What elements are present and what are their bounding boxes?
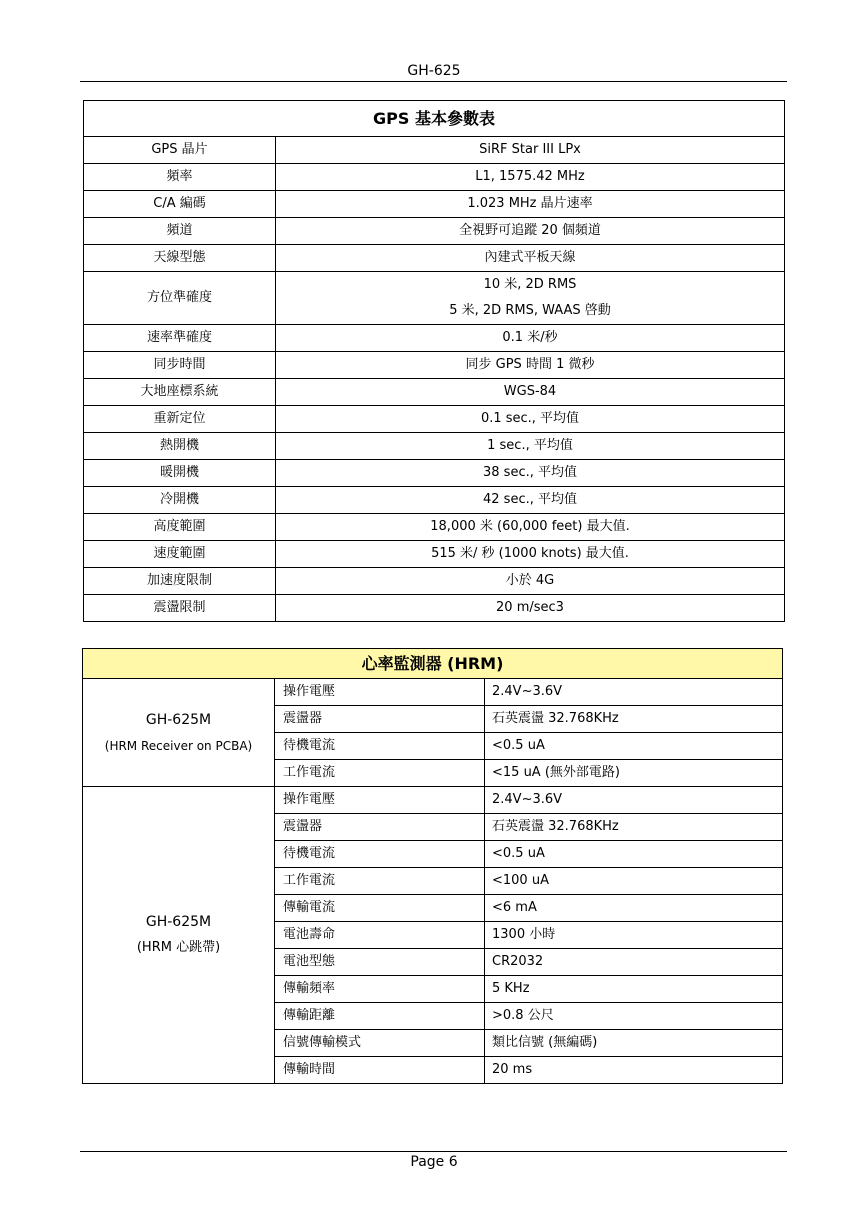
hrm-spec-value: 石英震盪 32.768KHz bbox=[485, 706, 783, 733]
gps-param-value-line: 42 sec., 平均值 bbox=[483, 492, 577, 507]
hrm-spec-value: 石英震盪 32.768KHz bbox=[485, 814, 783, 841]
gps-param-label: 震盪限制 bbox=[84, 595, 276, 622]
gps-param-value bbox=[276, 406, 785, 433]
hrm-device-subtitle: (HRM Receiver on PCBA) bbox=[104, 738, 253, 753]
hrm-spec-label: 待機電流 bbox=[275, 733, 485, 760]
hrm-table bbox=[82, 648, 783, 1084]
gps-param-value-line: L1, 1575.42 MHz bbox=[475, 169, 585, 184]
gps-param-value-line: 20 m/sec3 bbox=[496, 600, 564, 615]
hrm-device-name: GH-625M bbox=[145, 914, 212, 930]
gps-param-label: 速度範圍 bbox=[84, 541, 276, 568]
gps-param-value bbox=[276, 164, 785, 191]
gps-row bbox=[84, 272, 785, 325]
gps-param-value bbox=[276, 137, 785, 164]
hrm-device-cell bbox=[83, 679, 275, 787]
gps-param-label: 方位準確度 bbox=[84, 272, 276, 325]
page-header-title: GH-625 bbox=[407, 63, 461, 79]
hrm-device-subtitle: (HRM 心跳帶) bbox=[136, 940, 221, 955]
hrm-device-cell bbox=[83, 787, 275, 1084]
gps-row bbox=[84, 514, 785, 541]
gps-row bbox=[84, 191, 785, 218]
gps-param-value-line: 0.1 米/秒 bbox=[502, 330, 558, 345]
gps-param-value-line: 515 米/ 秒 (1000 knots) 最大值. bbox=[431, 546, 629, 561]
hrm-spec-label: 震盪器 bbox=[275, 706, 485, 733]
gps-param-label: 頻率 bbox=[84, 164, 276, 191]
gps-param-label: C/A 編碼 bbox=[84, 191, 276, 218]
gps-param-value-line: 1 sec., 平均值 bbox=[487, 438, 573, 453]
gps-param-label: 頻道 bbox=[84, 218, 276, 245]
gps-param-value-line: 1.023 MHz 晶片速率 bbox=[467, 196, 593, 211]
gps-param-value-line: 同步 GPS 時間 1 微秒 bbox=[465, 357, 595, 372]
hrm-spec-label: 操作電壓 bbox=[275, 679, 485, 706]
gps-param-value-line: SiRF Star III LPx bbox=[479, 142, 581, 157]
hrm-spec-value: 2.4V~3.6V bbox=[485, 787, 783, 814]
gps-param-value-line: 5 米, 2D RMS, WAAS 啓動 bbox=[449, 303, 611, 318]
hrm-spec-label: 工作電流 bbox=[275, 868, 485, 895]
hrm-spec-label: 信號傳輸模式 bbox=[275, 1030, 485, 1057]
footer-divider bbox=[80, 1151, 787, 1152]
gps-row bbox=[84, 487, 785, 514]
hrm-spec-value: CR2032 bbox=[485, 949, 783, 976]
gps-row bbox=[84, 568, 785, 595]
hrm-spec-label: 傳輸電流 bbox=[275, 895, 485, 922]
gps-param-label: 冷開機 bbox=[84, 487, 276, 514]
gps-table-title: GPS 基本參數表 bbox=[84, 101, 785, 137]
gps-param-value bbox=[276, 460, 785, 487]
gps-row bbox=[84, 137, 785, 164]
hrm-spec-label: 工作電流 bbox=[275, 760, 485, 787]
hrm-spec-label: 電池壽命 bbox=[275, 922, 485, 949]
gps-param-value bbox=[276, 272, 785, 325]
hrm-spec-value: 1300 小時 bbox=[485, 922, 783, 949]
gps-param-value bbox=[276, 433, 785, 460]
gps-param-label: 加速度限制 bbox=[84, 568, 276, 595]
gps-row bbox=[84, 460, 785, 487]
gps-param-value-line: 全視野可追蹤 20 個頻道 bbox=[459, 223, 601, 238]
gps-param-value bbox=[276, 245, 785, 272]
hrm-spec-value: 5 KHz bbox=[485, 976, 783, 1003]
hrm-spec-label: 傳輸頻率 bbox=[275, 976, 485, 1003]
hrm-spec-label: 電池型態 bbox=[275, 949, 485, 976]
gps-param-label: 暖開機 bbox=[84, 460, 276, 487]
hrm-spec-value: >0.8 公尺 bbox=[485, 1003, 783, 1030]
hrm-table-title: 心率監測器 (HRM) bbox=[83, 649, 783, 679]
gps-row bbox=[84, 218, 785, 245]
hrm-spec-value: 2.4V~3.6V bbox=[485, 679, 783, 706]
gps-row bbox=[84, 379, 785, 406]
gps-param-value bbox=[276, 595, 785, 622]
hrm-spec-label: 傳輸距離 bbox=[275, 1003, 485, 1030]
gps-row bbox=[84, 406, 785, 433]
gps-row bbox=[84, 325, 785, 352]
gps-parameters-table bbox=[83, 100, 785, 622]
gps-param-value bbox=[276, 487, 785, 514]
gps-param-value bbox=[276, 352, 785, 379]
gps-param-value-line: 小於 4G bbox=[505, 573, 555, 588]
gps-param-value bbox=[276, 379, 785, 406]
gps-param-value bbox=[276, 325, 785, 352]
gps-row bbox=[84, 541, 785, 568]
hrm-spec-label: 待機電流 bbox=[275, 841, 485, 868]
hrm-spec-label: 震盪器 bbox=[275, 814, 485, 841]
gps-param-label: 同步時間 bbox=[84, 352, 276, 379]
gps-param-value-line: 0.1 sec., 平均值 bbox=[480, 411, 580, 426]
gps-param-value-line: 內建式平板天線 bbox=[484, 250, 576, 265]
hrm-spec-label: 傳輸時間 bbox=[275, 1057, 485, 1084]
gps-row bbox=[84, 352, 785, 379]
hrm-device-name: GH-625M bbox=[145, 711, 212, 728]
hrm-row bbox=[83, 787, 783, 814]
page-number: Page 6 bbox=[410, 1154, 458, 1170]
gps-param-value-line: 38 sec., 平均值 bbox=[483, 465, 577, 480]
gps-param-value-line: 18,000 米 (60,000 feet) 最大值. bbox=[430, 519, 630, 534]
gps-param-value bbox=[276, 514, 785, 541]
gps-param-value bbox=[276, 541, 785, 568]
gps-param-value bbox=[276, 218, 785, 245]
header-divider bbox=[80, 81, 787, 82]
gps-row bbox=[84, 164, 785, 191]
hrm-spec-value: <6 mA bbox=[485, 895, 783, 922]
gps-param-value-line: 10 米, 2D RMS bbox=[483, 277, 577, 292]
hrm-spec-value: 類比信號 (無編碼) bbox=[485, 1030, 783, 1057]
gps-param-label: 天線型態 bbox=[84, 245, 276, 272]
gps-param-value-line: WGS-84 bbox=[503, 384, 557, 399]
hrm-spec-value: <15 uA (無外部電路) bbox=[485, 760, 783, 787]
gps-param-label: GPS 晶片 bbox=[84, 137, 276, 164]
gps-param-label: 大地座標系統 bbox=[84, 379, 276, 406]
hrm-spec-label: 操作電壓 bbox=[275, 787, 485, 814]
gps-row bbox=[84, 245, 785, 272]
gps-param-label: 熱開機 bbox=[84, 433, 276, 460]
hrm-row bbox=[83, 679, 783, 706]
gps-row bbox=[84, 595, 785, 622]
gps-param-value bbox=[276, 191, 785, 218]
gps-param-label: 高度範圍 bbox=[84, 514, 276, 541]
gps-param-value bbox=[276, 568, 785, 595]
hrm-spec-value: 20 ms bbox=[485, 1057, 783, 1084]
gps-row bbox=[84, 433, 785, 460]
gps-param-label: 重新定位 bbox=[84, 406, 276, 433]
hrm-spec-value: <100 uA bbox=[485, 868, 783, 895]
hrm-spec-value: <0.5 uA bbox=[485, 733, 783, 760]
hrm-spec-value: <0.5 uA bbox=[485, 841, 783, 868]
gps-param-label: 速率準確度 bbox=[84, 325, 276, 352]
